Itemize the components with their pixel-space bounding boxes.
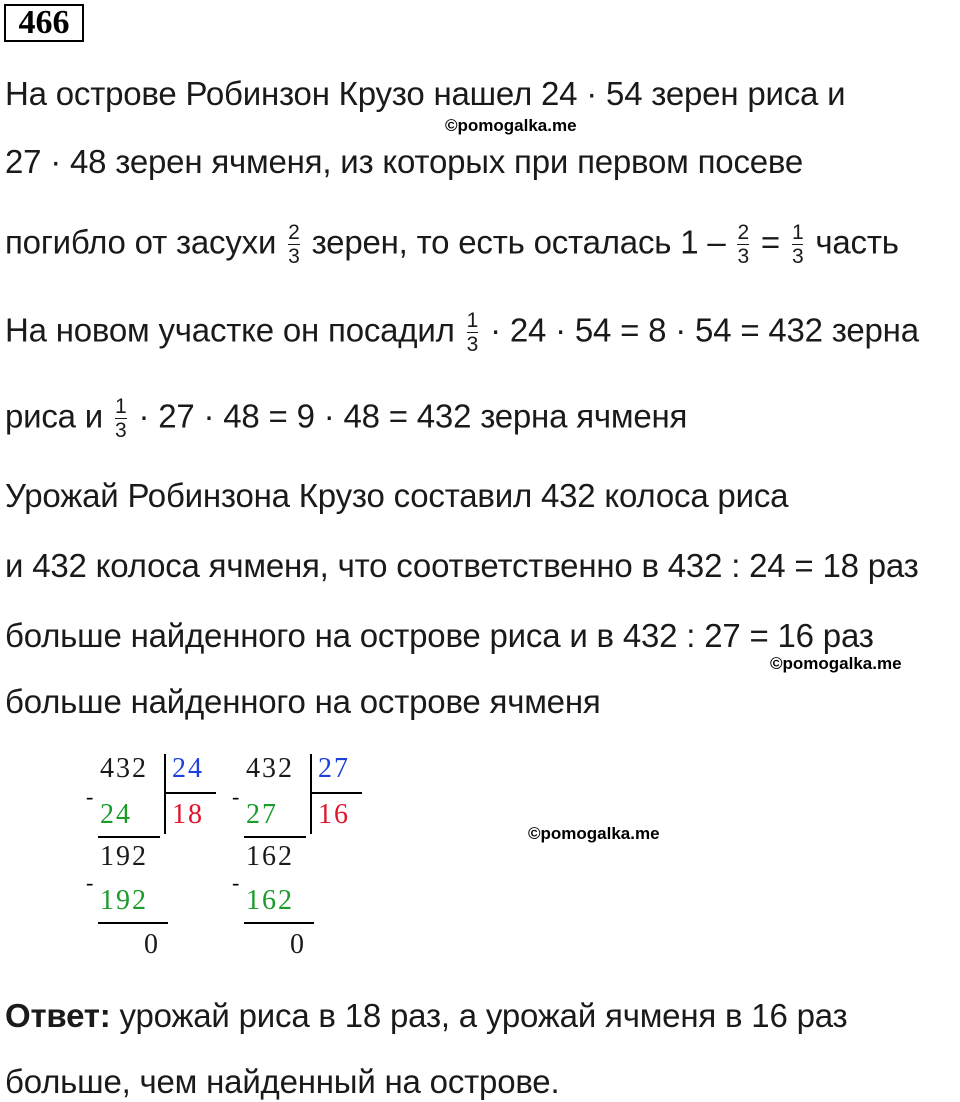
answer-label: Ответ: <box>5 997 111 1034</box>
subtraction-line <box>98 836 160 838</box>
subtrahend-1: 27 <box>246 799 278 830</box>
text-line-3-part-c: = <box>760 223 780 261</box>
subtraction-line <box>98 922 168 924</box>
division-bracket-horizontal <box>310 792 362 794</box>
remainder-1: 162 <box>246 841 294 872</box>
long-division-1 <box>84 750 224 970</box>
division-bracket-vertical <box>310 754 312 834</box>
fraction-two-thirds <box>737 222 748 268</box>
answer-line-2: больше, чем найденный на острове. <box>5 1063 560 1100</box>
minus-sign: - <box>232 870 240 895</box>
remainder-1: 192 <box>100 841 148 872</box>
dividend: 432 <box>100 753 148 784</box>
division-bracket-vertical <box>164 754 166 834</box>
watermark-bottom: ©pomogalka.me <box>528 824 660 843</box>
long-division-2 <box>230 750 370 970</box>
text-line-4 <box>5 310 919 356</box>
watermark-top: ©pomogalka.me <box>445 116 577 135</box>
fraction-numerator: 1 <box>115 395 127 418</box>
fraction-one-third <box>115 396 126 442</box>
text-line-3-part-a: погибло от засухи <box>5 223 277 261</box>
text-line-2: 27 · 48 зерен ячменя, из которых при первом посеве <box>5 143 804 180</box>
fraction-one-third <box>792 222 803 268</box>
fraction-denominator: 3 <box>288 245 300 268</box>
dividend: 432 <box>246 753 294 784</box>
fraction-numerator: 2 <box>288 221 300 244</box>
divisor: 27 <box>318 753 350 784</box>
problem-number: 466 <box>4 4 84 42</box>
text-line-5-part-a: риса и <box>5 397 104 435</box>
text-line-4-part-a: На новом участке он посадил <box>5 311 455 349</box>
text-line-3-part-b: зерен, то есть осталась 1 – <box>311 223 726 261</box>
answer-line-1 <box>5 996 847 1036</box>
fraction-denominator: 3 <box>115 419 127 442</box>
fraction-numerator: 2 <box>737 221 749 244</box>
text-line-5-part-b: · 27 · 48 = 9 · 48 = 432 зерна ячменя <box>138 397 688 435</box>
fraction-two-thirds <box>288 222 299 268</box>
minus-sign: - <box>86 870 94 895</box>
text-line-1: На острове Робинзон Крузо нашел 24 · 54 зерен риса и <box>5 75 846 112</box>
quotient: 18 <box>172 799 204 830</box>
text-line-3-part-d: часть <box>815 223 899 261</box>
text-line-7: и 432 колоса ячменя, что соответственно в 432 : 24 = 18 раз <box>5 547 919 584</box>
text-line-9: больше найденного на острове ячменя <box>5 683 601 720</box>
text-line-3 <box>5 222 899 268</box>
text-line-8: больше найденного на острове риса и в 432 : 27 = 16 раз <box>5 617 874 654</box>
minus-sign: - <box>86 784 94 809</box>
fraction-denominator: 3 <box>466 333 479 356</box>
text-line-4-part-b: · 24 · 54 = 8 · 54 = 432 зерна <box>490 311 919 349</box>
divisor: 24 <box>172 753 204 784</box>
quotient: 16 <box>318 799 350 830</box>
fraction-one-third <box>467 310 478 356</box>
minus-sign: - <box>232 784 240 809</box>
subtrahend-2: 162 <box>246 885 294 916</box>
subtraction-line <box>244 922 314 924</box>
division-bracket-horizontal <box>164 792 216 794</box>
remainder-final: 0 <box>144 929 160 960</box>
text-line-5 <box>5 396 687 442</box>
fraction-numerator: 1 <box>466 309 479 332</box>
fraction-numerator: 1 <box>791 221 804 244</box>
subtrahend-1: 24 <box>100 799 132 830</box>
watermark-middle: ©pomogalka.me <box>770 654 902 673</box>
subtraction-line <box>244 836 306 838</box>
fraction-denominator: 3 <box>737 245 749 268</box>
subtrahend-2: 192 <box>100 885 148 916</box>
text-line-6: Урожай Робинзона Крузо составил 432 колоса риса <box>5 477 789 514</box>
remainder-final: 0 <box>290 929 306 960</box>
fraction-denominator: 3 <box>791 245 804 268</box>
answer-text-1: урожай риса в 18 раз, а урожай ячменя в 16 раз <box>110 997 848 1034</box>
